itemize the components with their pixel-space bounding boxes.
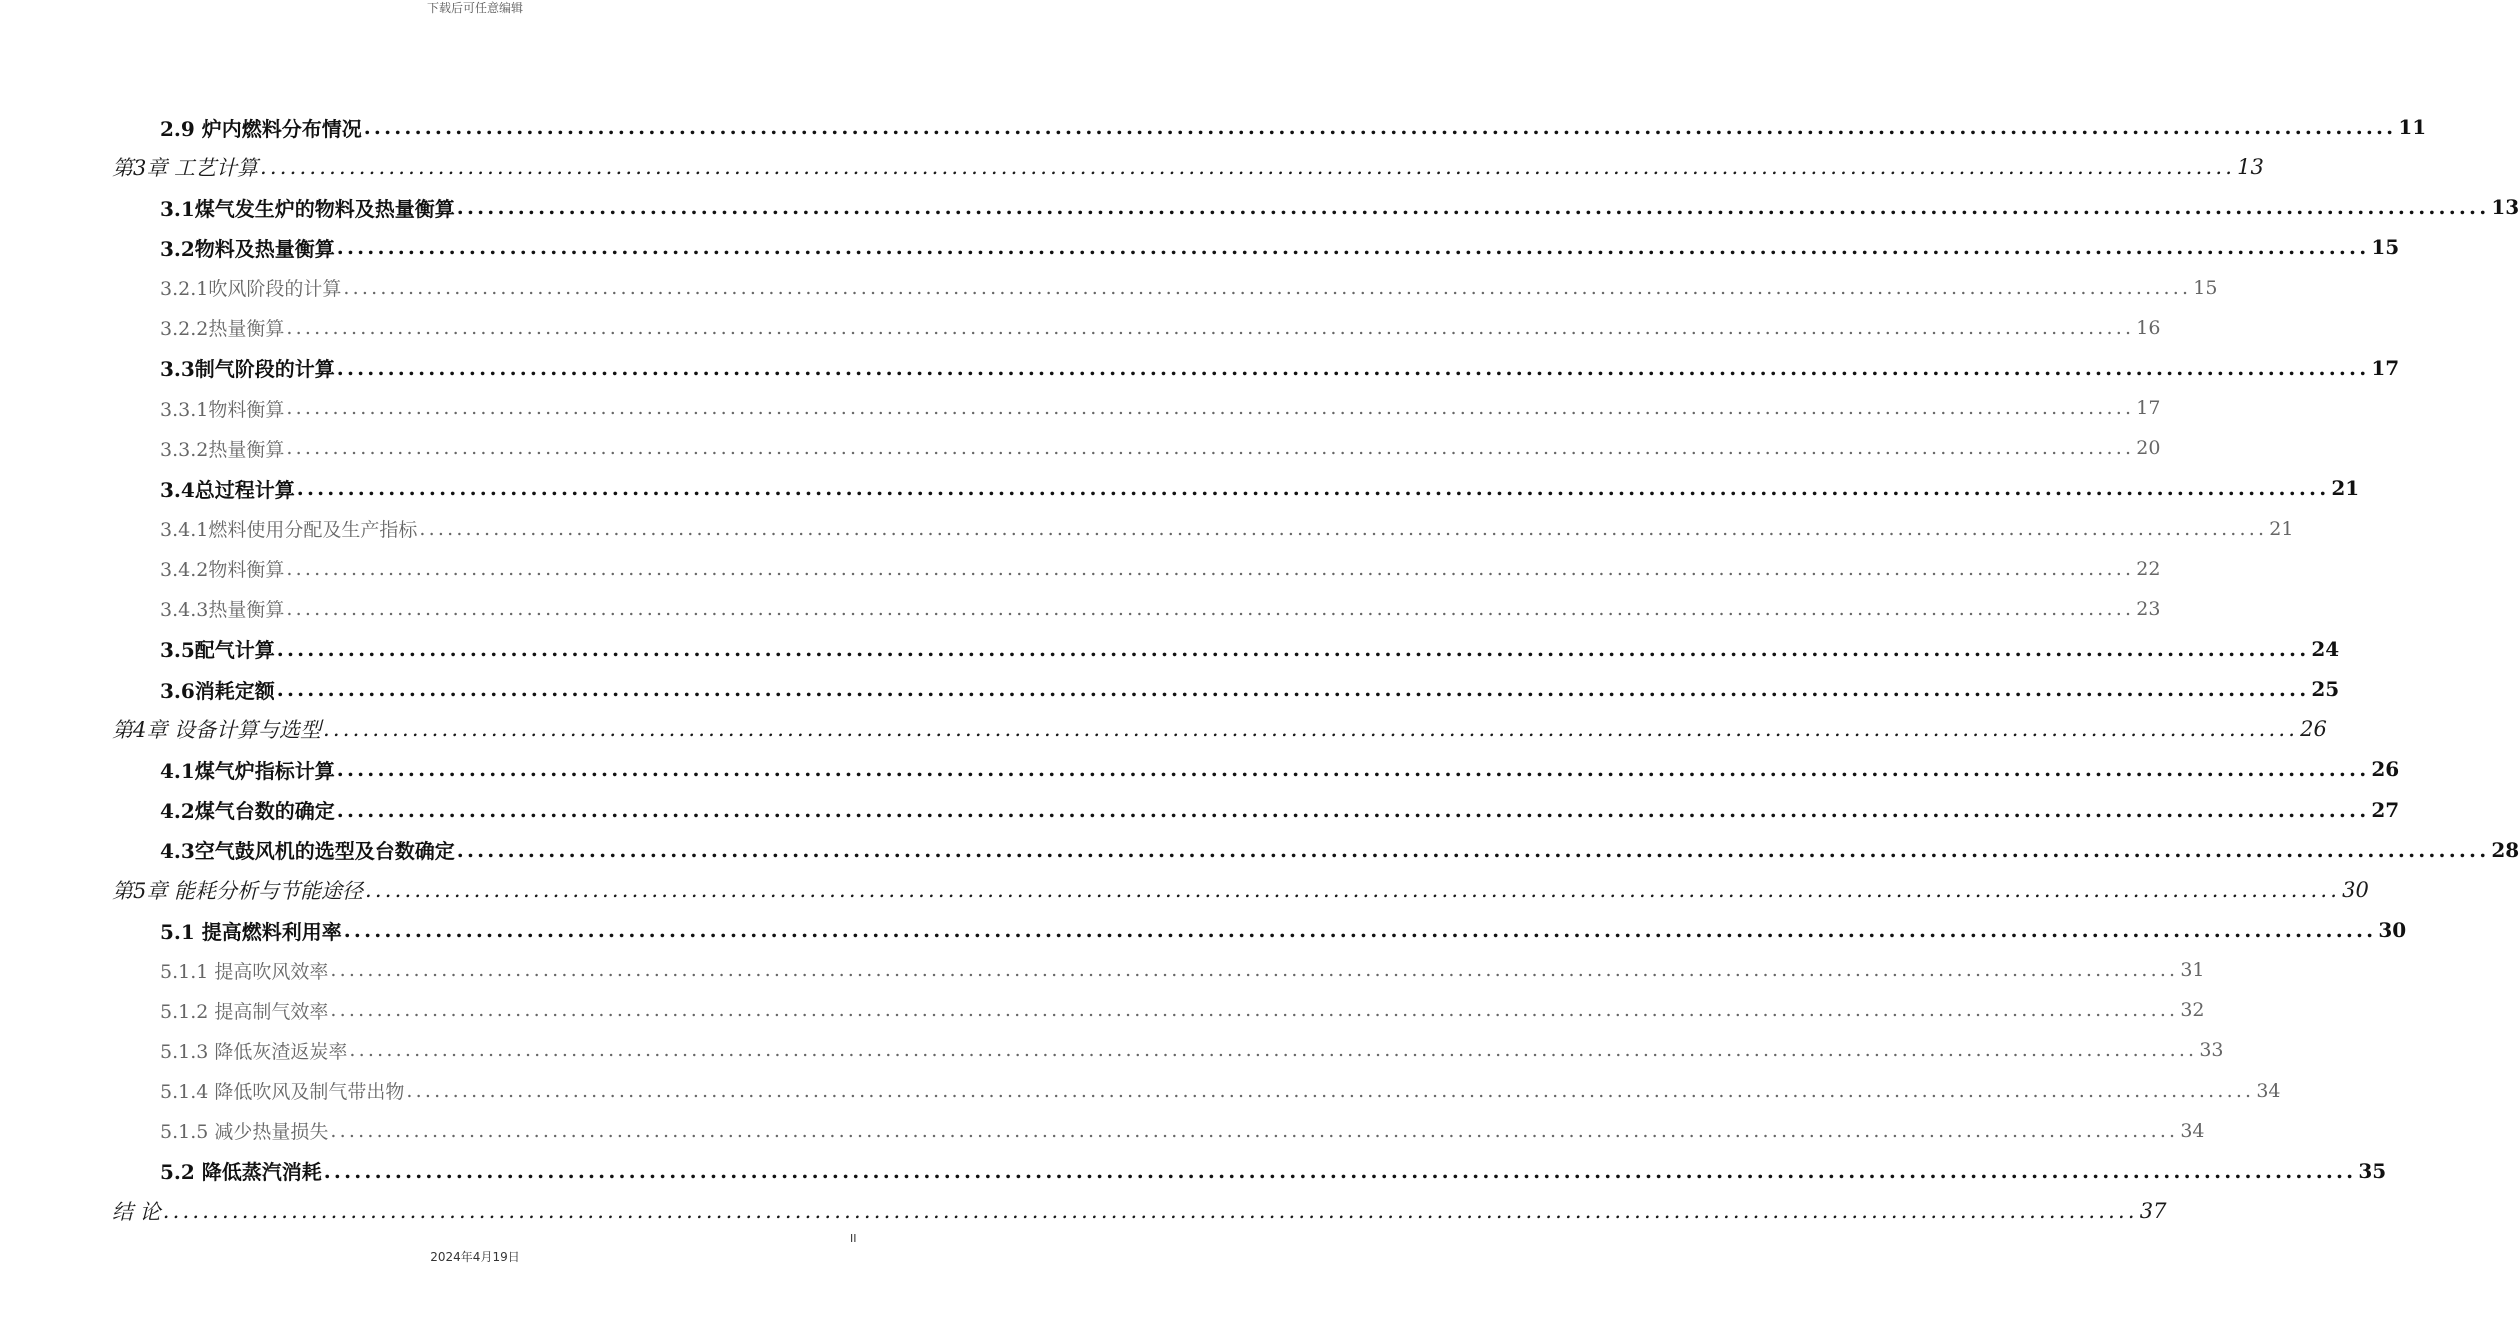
toc-leader-dots: ........................................................................................................................................................................................................ — [286, 597, 2135, 620]
toc-leader-dots: ........................................................................................................................................................................................................ — [330, 1119, 2179, 1142]
toc-entry-title: 结 论 — [112, 1200, 161, 1225]
toc-entry-section[interactable] — [160, 107, 2427, 147]
toc-entry-page: 33 — [2199, 1039, 2224, 1062]
toc-entry-title: 4.2煤气台数的确定 — [160, 799, 335, 824]
toc-entry-title: 5.1.2 提高制气效率 — [160, 1000, 329, 1023]
toc-entry-title: 第5章 能耗分析与节能途径 — [112, 878, 364, 903]
toc-entry-page: 28 — [2491, 837, 2519, 862]
toc-entry-page: 27 — [2371, 797, 2400, 822]
toc-leader-dots: ........................................................................................................................................................................................................ — [276, 636, 2310, 661]
toc-leader-dots: ........................................................................................................................................................................................................ — [336, 757, 2370, 782]
toc-entry-title: 3.2物料及热量衡算 — [160, 236, 335, 261]
toc-entry-section[interactable] — [160, 830, 2519, 870]
toc-entry-page: 30 — [2378, 918, 2407, 942]
toc-entry-title: 5.1.4 降低吹风及制气带出物 — [160, 1081, 405, 1104]
toc-leader-dots: ........................................................................................................................................................................................................ — [456, 195, 2490, 220]
toc-entry-section[interactable] — [160, 790, 2400, 830]
toc-entry-chapter[interactable] — [112, 709, 2327, 749]
toc-entry-page: 16 — [2136, 316, 2161, 339]
toc-leader-dots: ........................................................................................................................................................................................................ — [406, 1079, 2255, 1102]
toc-entry-page: 30 — [2342, 877, 2369, 902]
toc-entry-sub[interactable] — [160, 589, 2161, 629]
toc-entry-chapter[interactable] — [112, 870, 2369, 910]
toc-entry-page: 23 — [2136, 597, 2161, 620]
toc-entry-page: 25 — [2311, 677, 2340, 702]
toc-entry-sub[interactable] — [160, 268, 2218, 308]
toc-entry-sub[interactable] — [160, 388, 2161, 428]
toc-entry-sub[interactable] — [160, 950, 2205, 990]
toc-entry-title: 3.3制气阶段的计算 — [160, 357, 335, 382]
toc-leader-dots: ........................................................................................................................................................................................................ — [330, 959, 2179, 982]
toc-leader-dots: ........................................................................................................................................................................................................ — [330, 999, 2179, 1022]
toc-entry-title: 4.3空气鼓风机的选型及台数确定 — [160, 839, 455, 864]
toc-entry-page: 32 — [2180, 999, 2205, 1022]
toc-entry-page: 15 — [2371, 235, 2400, 260]
toc-entry-chapter[interactable] — [112, 1191, 2167, 1231]
toc-leader-dots: ........................................................................................................................................................................................................ — [286, 437, 2135, 460]
toc-entry-title: 4.1煤气炉指标计算 — [160, 758, 335, 783]
toc-leader-dots: ........................................................................................................................................................................................................ — [343, 918, 2377, 942]
toc-leader-dots: ........................................................................................................................................................................................................ — [456, 837, 2490, 862]
toc-entry-section[interactable] — [160, 468, 2360, 508]
toc-entry-page: 22 — [2136, 557, 2161, 580]
toc-entry-sub[interactable] — [160, 990, 2205, 1030]
toc-entry-section[interactable] — [160, 749, 2400, 789]
toc-entry-page: 37 — [2139, 1199, 2167, 1224]
page-header: 下载后可任意编辑 — [426, 1, 523, 15]
toc-entry-page: 21 — [2331, 476, 2360, 501]
toc-leader-dots: ........................................................................................................................................................................................................ — [286, 316, 2135, 339]
toc-entry-title: 3.2.1吹风阶段的计算 — [160, 278, 342, 301]
toc-entry-title: 5.1.5 减少热量损失 — [160, 1121, 329, 1144]
toc-entry-section[interactable] — [160, 910, 2407, 950]
toc-leader-dots: ........................................................................................................................................................................................................ — [336, 355, 2370, 380]
toc-entry-title: 第3章 工艺计算 — [112, 156, 259, 181]
toc-leader-dots: ........................................................................................................................................................................................................ — [365, 877, 2341, 902]
toc-entry-title: 5.1.3 降低灰渣返炭率 — [160, 1040, 348, 1063]
toc-entry-page: 15 — [2193, 276, 2218, 299]
toc-leader-dots: ........................................................................................................................................................................................................ — [419, 517, 2268, 540]
toc-entry-sub[interactable] — [160, 509, 2294, 549]
toc-entry-sub[interactable] — [160, 428, 2161, 468]
toc-entry-page: 20 — [2136, 437, 2161, 460]
toc-entry-sub[interactable] — [160, 1111, 2205, 1151]
footer-date: 2024年4月19日 — [430, 1250, 520, 1264]
toc-entry-page: 34 — [2180, 1119, 2205, 1142]
toc-entry-title: 3.2.2热量衡算 — [160, 318, 285, 341]
toc-entry-title: 5.2 降低蒸汽消耗 — [160, 1160, 322, 1185]
toc-entry-title: 3.3.1物料衡算 — [160, 398, 285, 421]
toc-entry-sub[interactable] — [160, 1071, 2281, 1111]
toc-leader-dots: ........................................................................................................................................................................................................ — [276, 677, 2310, 702]
toc-leader-dots: ........................................................................................................................................................................................................ — [296, 476, 2330, 501]
toc-entry-section[interactable] — [160, 669, 2340, 709]
toc-entry-page: 35 — [2358, 1158, 2387, 1183]
toc-entry-title: 3.4总过程计算 — [160, 477, 295, 502]
toc-entry-title: 3.4.3热量衡算 — [160, 599, 285, 622]
toc-leader-dots: ........................................................................................................................................................................................................ — [349, 1039, 2198, 1062]
toc-entry-title: 3.3.2热量衡算 — [160, 438, 285, 461]
toc-entry-title: 3.4.1燃料使用分配及生产指标 — [160, 519, 418, 541]
toc-entry-page: 26 — [2300, 717, 2327, 742]
toc-entry-title: 3.6消耗定额 — [160, 678, 275, 703]
toc-entry-title: 3.1煤气发生炉的物料及热量衡算 — [160, 196, 455, 221]
toc-entry-sub[interactable] — [160, 308, 2161, 348]
toc-entry-page: 21 — [2269, 517, 2294, 540]
page-number: II — [850, 1232, 857, 1245]
toc-entry-title: 3.5配气计算 — [160, 638, 275, 663]
toc-entry-title: 5.1 提高燃料利用率 — [160, 919, 342, 944]
toc-entry-page: 17 — [2136, 397, 2161, 420]
toc-entry-page: 11 — [2398, 115, 2427, 139]
toc-entry-sub[interactable] — [160, 1030, 2224, 1070]
toc-entry-title: 2.9 炉内燃料分布情况 — [160, 116, 362, 141]
toc-leader-dots: ........................................................................................................................................................................................................ — [260, 155, 2236, 180]
toc-entry-page: 17 — [2371, 355, 2400, 380]
toc-leader-dots: ........................................................................................................................................................................................................ — [336, 235, 2370, 260]
toc-entry-section[interactable] — [160, 629, 2340, 669]
toc-entry-page: 13 — [2237, 155, 2264, 180]
toc-leader-dots: ........................................................................................................................................................................................................ — [343, 276, 2192, 299]
toc-entry-page: 24 — [2311, 636, 2340, 661]
toc-entry-title: 第4章 设备计算与选型 — [112, 718, 322, 743]
toc-entry-page: 31 — [2180, 959, 2205, 982]
toc-entry-page: 34 — [2256, 1079, 2281, 1102]
toc-entry-title: 3.4.2物料衡算 — [160, 559, 285, 582]
toc-entry-page: 26 — [2371, 757, 2400, 782]
toc-leader-dots: ........................................................................................................................................................................................................ — [363, 115, 2397, 139]
toc-entry-sub[interactable] — [160, 549, 2161, 589]
toc-leader-dots: ........................................................................................................................................................................................................ — [336, 797, 2370, 822]
toc-entry-page: 13 — [2491, 195, 2519, 220]
toc-entry-title: 5.1.1 提高吹风效率 — [160, 960, 329, 983]
toc-leader-dots: ........................................................................................................................................................................................................ — [286, 397, 2135, 420]
toc-leader-dots: ........................................................................................................................................................................................................ — [286, 557, 2135, 580]
toc-leader-dots: ........................................................................................................................................................................................................ — [323, 717, 2299, 742]
toc-leader-dots: ........................................................................................................................................................................................................ — [323, 1158, 2357, 1183]
toc-entry-chapter[interactable] — [112, 147, 2264, 187]
toc-entry-section[interactable] — [160, 187, 2519, 227]
toc-entry-section[interactable] — [160, 227, 2400, 267]
toc-leader-dots: ........................................................................................................................................................................................................ — [162, 1199, 2138, 1224]
toc-entry-section[interactable] — [160, 1151, 2387, 1191]
toc-entry-section[interactable] — [160, 348, 2400, 388]
